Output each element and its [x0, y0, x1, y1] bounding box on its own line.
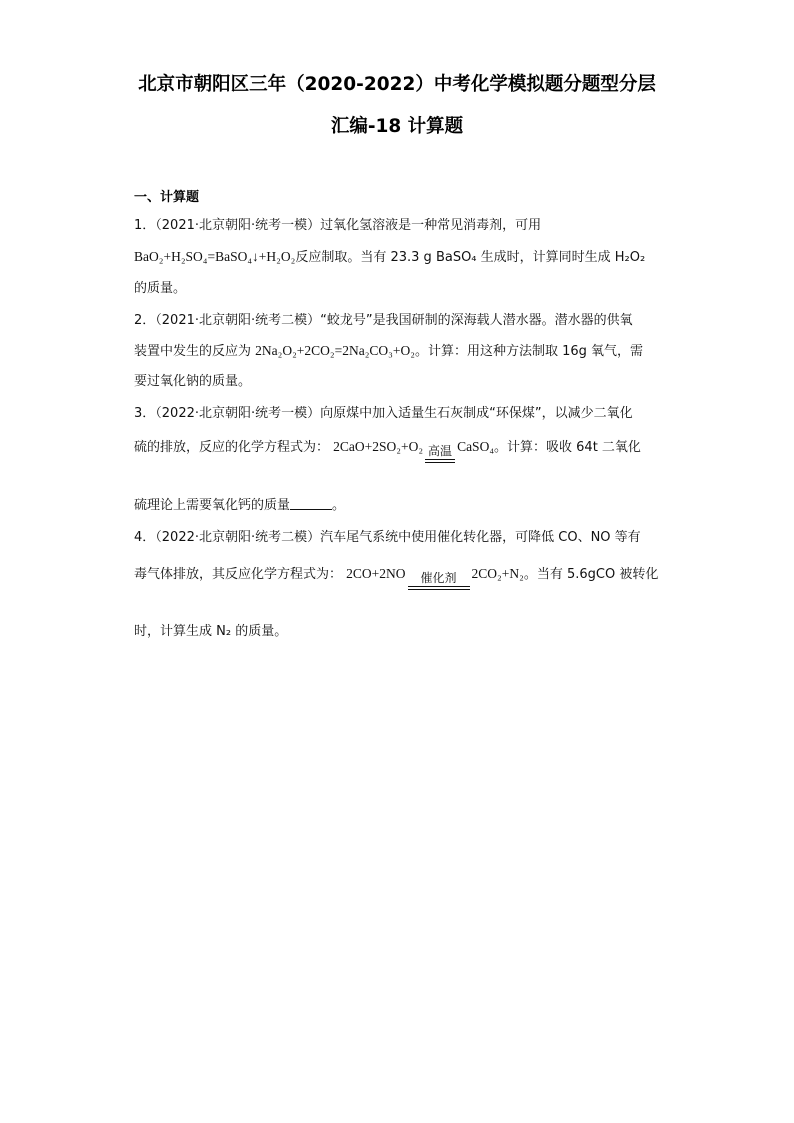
question-1-number: 1． [134, 218, 156, 233]
question-2-suffix: 。计算：用这种方法制取 16g 氧气，需 [414, 344, 644, 359]
question-3-end: 。 [332, 498, 346, 513]
question-1-line-1 [134, 214, 541, 233]
question-4-reaction-arrow [406, 571, 472, 590]
question-1-text: 过氧化氢溶液是一种常见消毒剂，可用 [320, 218, 542, 233]
question-2-formula: 2Na₂O₂+2CO₂=2Na₂CO₃+O₂ [255, 343, 415, 358]
question-3-equation-right: CaSO₄ [457, 439, 495, 454]
question-4-line-3: 时，计算生成 N₂ 的质量。 [134, 624, 288, 639]
question-2-text: “蛟龙号”是我国研制的深海载人潜水器。潜水器的供氧 [320, 313, 633, 328]
question-1-formula: BaO₂+H₂SO₄=BaSO₄↓+H₂O₂ [134, 249, 296, 264]
question-2-line-2 [134, 340, 643, 359]
question-4-prefix: 毒气体排放，其反应化学方程式为： [134, 567, 343, 582]
question-4-suffix: 。当有 5.6gCO 被转化 [523, 567, 659, 582]
question-4-number: 4． [134, 530, 156, 545]
question-3-equation-left: 2CaO+2SO₂+O₂ [333, 439, 424, 454]
question-4-line-1 [134, 526, 641, 545]
question-3-reaction-arrow [423, 444, 457, 463]
question-2-number: 2． [134, 313, 156, 328]
question-3-number: 3． [134, 406, 156, 421]
question-4-line-2 [134, 563, 658, 590]
page-title-line-1: 北京市朝阳区三年（2020-2022）中考化学模拟题分题型分层 [138, 74, 656, 95]
question-4-equation-right: 2CO₂+N₂ [471, 566, 524, 581]
section-heading: 一、计算题 [134, 190, 200, 205]
question-3-source: （2022·北京朝阳·统考一模） [155, 406, 321, 421]
question-3-line-3 [134, 494, 345, 513]
question-1-text-2: 反应制取。当有 23.3 g BaSO₄ 生成时，计算同时生成 H₂O₂ [295, 250, 646, 265]
question-3-line-2 [134, 436, 641, 463]
question-4-condition: 催化剂 [420, 571, 457, 585]
question-3-line-1 [134, 402, 633, 421]
question-1-source: （2021·北京朝阳·统考一模） [155, 218, 321, 233]
question-4-equation-left: 2CO+2NO [346, 566, 406, 581]
question-4-source: （2022·北京朝阳·统考二模） [155, 530, 321, 545]
question-3-prefix: 硫的排放，反应的化学方程式为： [134, 440, 330, 455]
question-2-line-3: 要过氧化钠的质量。 [134, 374, 252, 389]
question-3-text-3: 硫理论上需要氧化钙的质量 [134, 498, 291, 513]
page-title-line-2: 汇编-18 计算题 [330, 116, 464, 137]
question-1-line-2 [134, 246, 645, 265]
question-2-source: （2021·北京朝阳·统考二模） [155, 313, 321, 328]
question-4-text: 汽车尾气系统中使用催化转化器，可降低 CO、NO 等有 [320, 530, 641, 545]
question-1-line-3: 的质量。 [134, 281, 187, 296]
answer-blank[interactable] [290, 497, 332, 510]
question-2-line-1 [134, 309, 633, 328]
question-3-suffix: 。计算：吸收 64t 二氧化 [494, 440, 641, 455]
question-3-text: 向原煤中加入适量生石灰制成“环保煤”，以减少二氧化 [320, 406, 633, 421]
question-3-condition: 高温 [428, 444, 453, 458]
question-2-prefix: 装置中发生的反应为 [134, 344, 256, 359]
